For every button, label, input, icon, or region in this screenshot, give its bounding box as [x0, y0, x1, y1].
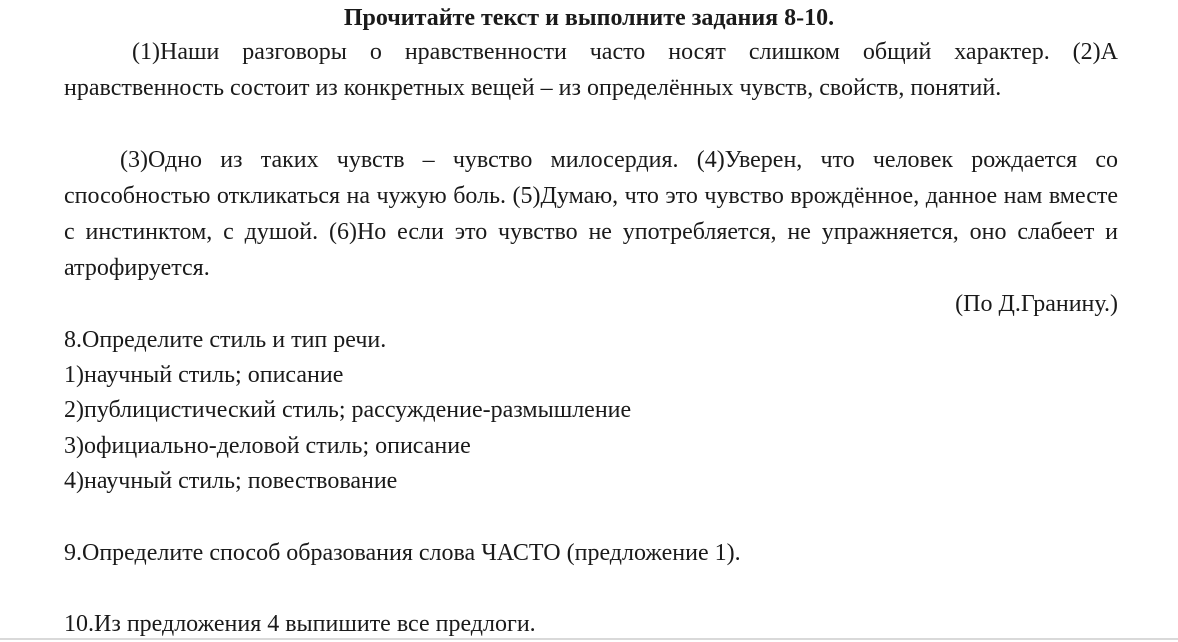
document-heading: Прочитайте текст и выполните задания 8-10. — [343, 5, 835, 31]
task-8-question: 8.Определите стиль и тип речи. — [64, 327, 387, 353]
task-8-option-1: 1)научный стиль; описание — [64, 362, 344, 388]
text-source-attribution: (По Д.Гранину.) — [955, 291, 1118, 317]
task-10-question: 10.Из предложения 4 выпишите все предлоги. — [64, 611, 536, 637]
task-8-option-2: 2)публицистический стиль; рассуждение-размышление — [64, 397, 632, 423]
task-8-option-3: 3)официально-деловой стиль; описание — [64, 433, 471, 459]
task-9-question: 9.Определите способ образования слова ЧАСТО (предложение 1). — [64, 540, 741, 566]
task-8-option-4: 4)научный стиль; повествование — [64, 468, 398, 494]
text-paragraph-1: (1)Наши разговоры о нравственности часто носят слишком общий характер. (2)А нравственность состоит из конкретных вещей – из определённых чувств, свойств, понятий. — [64, 39, 1118, 101]
text-paragraph-2: (3)Одно из таких чувств – чувство милосердия. (4)Уверен, что человек рождается со способностью откликаться на чужую боль. (5)Думаю, что это чувство врождённое, данное нам вместе с инстинктом, с душой. (6)Но если это чувство не употребляется, не упражняется, оно слабеет и атрофируется. — [64, 147, 1118, 281]
